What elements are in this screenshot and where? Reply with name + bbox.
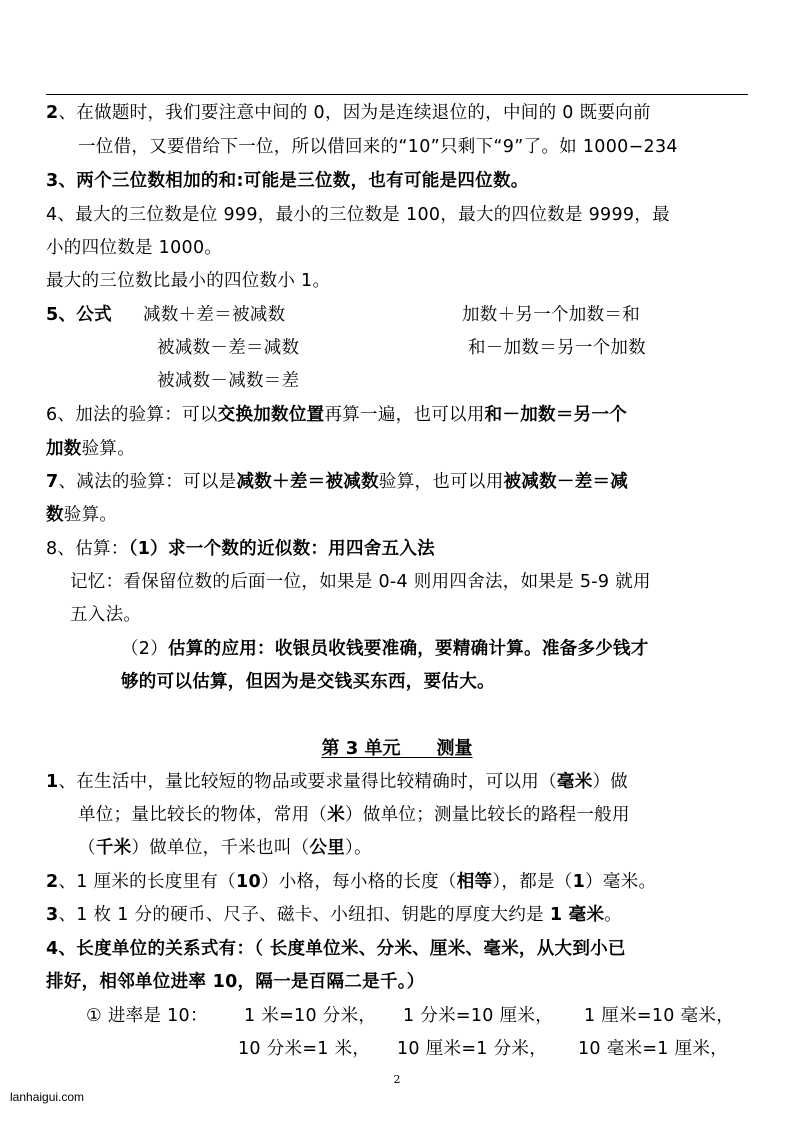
item-4-line-1: 4、最大的三位数是位 999，最小的三位数是 100，最大的四位数是 9999，最 [46,205,670,225]
unit-item-2: 2、1 厘米的长度里有（10）小格，每小格的长度（相等），都是（1）毫米。 [46,872,657,892]
unit-item-1-line-1: 1、在生活中，量比较短的物品或要求量得比较精确时，可以用（毫米）做 [46,772,629,792]
rate-row-2-b: 10 厘米=1 分米， [397,1039,547,1059]
formula-2: 加数＋另一个加数＝和 [462,305,640,325]
site-watermark: lanhaigui.com [10,1090,85,1104]
rate-row-1-a: 1 米=10 分米， [244,1006,377,1026]
estimate-line-2: 够的可以估算，但因为是交钱买东西，要估大。 [121,672,495,692]
unit-item-4-line-1: 4、长度单位的关系式有：（ 长度单位米、分米、厘米、毫米，从大到小已 [46,939,626,959]
formula-3: 被减数－差＝减数 [157,338,300,358]
item-6-line-1: 6、加法的验算：可以交换加数位置再算一遍，也可以用和－加数＝另一个 [46,405,628,425]
unit-item-3: 3、1 枚 1 分的硬币、尺子、磁卡、小纽扣、钥匙的厚度大约是 1 毫米。 [46,905,623,925]
rate-row-1-label: ① 进率是 10： [86,1006,208,1026]
unit-item-1-line-3: （千米）做单位，千米也叫（公里）。 [78,838,372,858]
item-7-line-2: 数验算。 [46,505,118,525]
item-5-label: 5、公式 [46,305,112,325]
rate-row-2-a: 10 分米=1 米， [238,1039,371,1059]
unit-title: 第 3 单元 测量 [321,738,473,759]
item-6-line-2: 加数验算。 [46,439,136,459]
rate-row-1-b: 1 分米=10 厘米， [403,1006,553,1026]
item-2-line-1: 2、在做题时，我们要注意中间的 0，因为是连续退位的，中间的 0 既要向前 [46,103,651,123]
estimate-line-1: （2）估算的应用：收银员收钱要准确，要精确计算。准备多少钱才 [121,639,649,659]
memory-line-1: 记忆：看保留位数的后面一位，如果是 0-4 则用四舍法，如果是 5-9 就用 [70,572,651,592]
rate-row-2-c: 10 毫米=1 厘米， [578,1039,728,1059]
item-7-line-1: 7、减法的验算：可以是减数＋差＝被减数验算，也可以用被减数－差＝减 [46,472,629,492]
unit-item-4-line-2: 排好，相邻单位进率 10，隔一是百隔二是千。） [46,972,425,992]
page-number: 2 [393,1073,401,1086]
memory-line-2: 五入法。 [70,605,142,625]
item-2-line-2: 一位借，又要借给下一位，所以借回来的“10”只剩下“9”了。如 1000−234 [78,137,678,157]
item-4-line-3: 最大的三位数比最小的四位数小 1。 [46,271,331,291]
unit-item-1-line-2: 单位；量比较长的物体，常用（米）做单位；测量比较长的路程一般用 [78,805,630,825]
formula-4: 和－加数＝另一个加数 [468,338,646,358]
formula-5: 被减数－减数＝差 [157,371,300,391]
header-rule [46,94,748,95]
item-3: 3、两个三位数相加的和:可能是三位数，也有可能是四位数。 [46,171,529,191]
formula-1: 减数＋差＝被减数 [143,305,286,325]
rate-row-1-c: 1 厘米=10 毫米， [584,1006,734,1026]
item-4-line-2: 小的四位数是 1000。 [46,238,223,258]
item-8-line-1: 8、估算：（1）求一个数的近似数：用四舍五入法 [46,539,435,559]
